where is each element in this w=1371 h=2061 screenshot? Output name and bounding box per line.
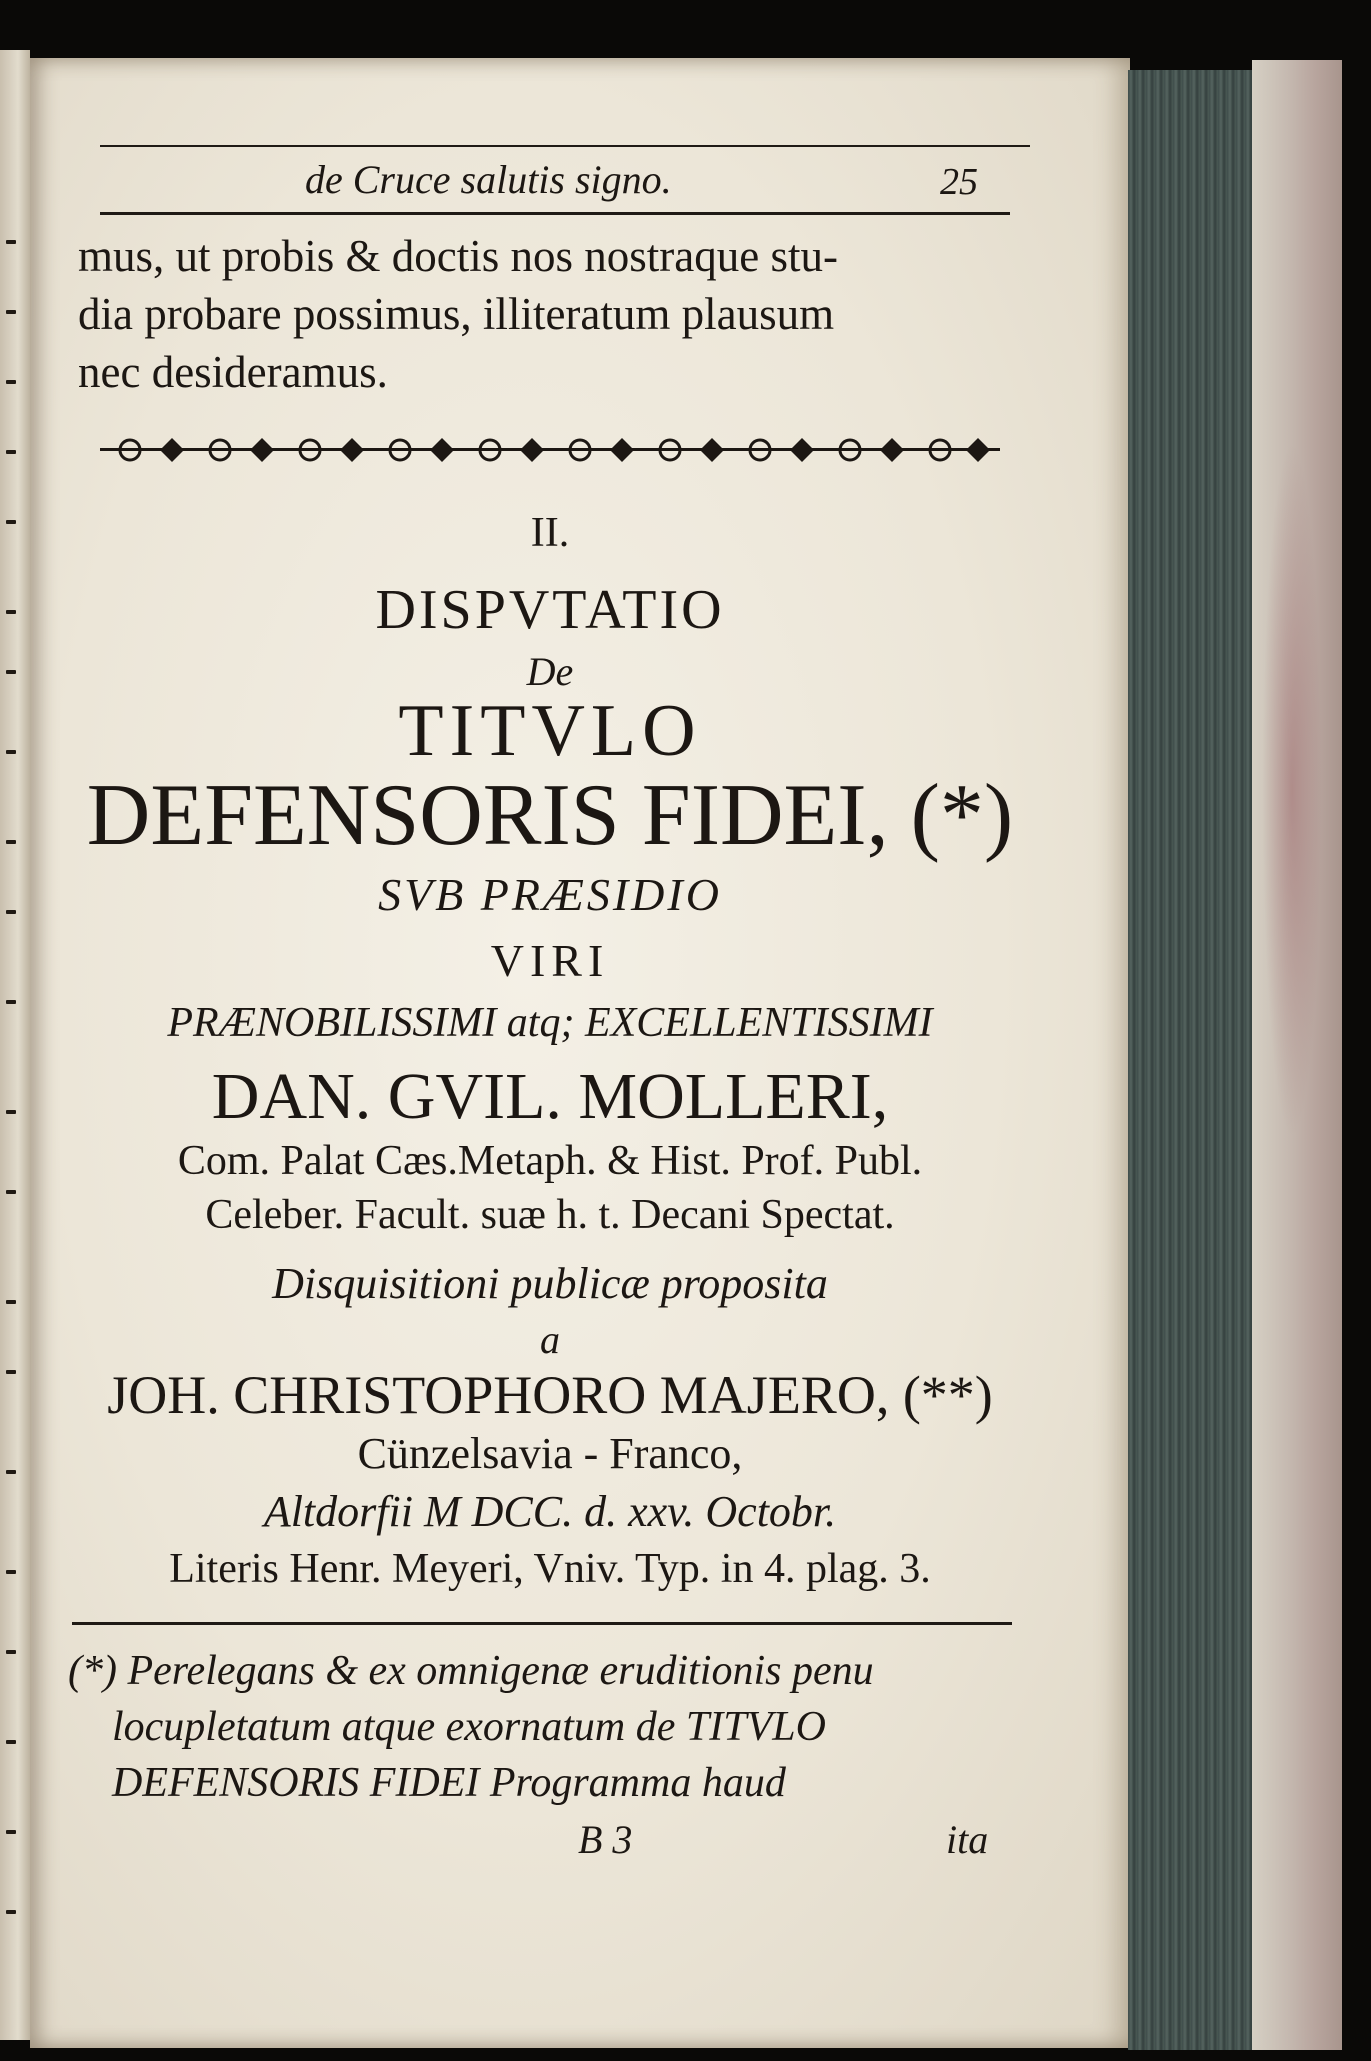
catchword: ita	[946, 1817, 989, 1862]
ornamental-divider	[100, 432, 1000, 468]
respondent-name: JOH. CHRISTOPHORO MAJERO, (**)	[107, 1365, 993, 1425]
facing-page-text-fragments	[6, 50, 24, 2040]
signature-mark: B 3	[578, 1817, 633, 1862]
place-date: Altdorfii M DCC. d. xxv. Octobr.	[263, 1487, 837, 1536]
running-title: de Cruce salutis signo.	[305, 157, 672, 202]
praenobilissimi-line: PRÆNOBILISSIMI atq; EXCELLENTISSIMI	[167, 1000, 933, 1046]
footnote-line-1: (*) Perelegans & ex omnigenæ eruditionis penu	[68, 1648, 874, 1694]
printer-line: Literis Henr. Meyeri, Vniv. Typ. in 4. plag. 3.	[169, 1546, 931, 1592]
de-line: De	[526, 649, 574, 694]
disquisitioni-line: Disquisitioni publicæ proposita	[272, 1259, 828, 1308]
header-rule-bottom	[100, 212, 1010, 215]
header-rule-top	[100, 145, 1030, 147]
footnote-line-2: locupletatum atque exornatum de TITVLO	[112, 1704, 826, 1750]
facing-page-edge	[0, 50, 30, 2040]
body-line-1: mus, ut probis & doctis nos nostraque stu-	[78, 231, 838, 281]
titulo-heading: TITVLO	[398, 690, 702, 772]
sub-praesidio: SVB PRÆSIDIO	[378, 869, 722, 920]
author-name: DAN. GVIL. MOLLERI,	[211, 1060, 889, 1133]
body-line-2: dia probare possimus, illiteratum plausum	[78, 289, 835, 339]
body-line-3: nec desideramus.	[78, 347, 388, 397]
respondent-origin: Cünzelsavia - Franco,	[357, 1429, 743, 1478]
footnote-rule	[72, 1622, 1012, 1625]
disputatio-heading: DISPVTATIO	[375, 579, 725, 641]
place-date-line	[70, 1487, 1030, 1536]
footnote-line-3: DEFENSORIS FIDEI Programma haud	[112, 1760, 786, 1806]
preposition-a: a	[540, 1317, 560, 1362]
cover-stain	[1262, 440, 1322, 1140]
page-block-edge	[1128, 70, 1258, 2050]
author-titles-1: Com. Palat Cæs.Metaph. & Hist. Prof. Publ.	[177, 1138, 923, 1184]
defensoris-heading: DEFENSORIS FIDEI, (*)	[86, 767, 1014, 864]
page-number: 25	[940, 161, 978, 203]
section-numeral: II.	[530, 510, 570, 556]
author-titles-2: Celeber. Facult. suæ h. t. Decani Spectat.	[205, 1192, 895, 1238]
viri-heading: VIRI	[490, 935, 610, 986]
